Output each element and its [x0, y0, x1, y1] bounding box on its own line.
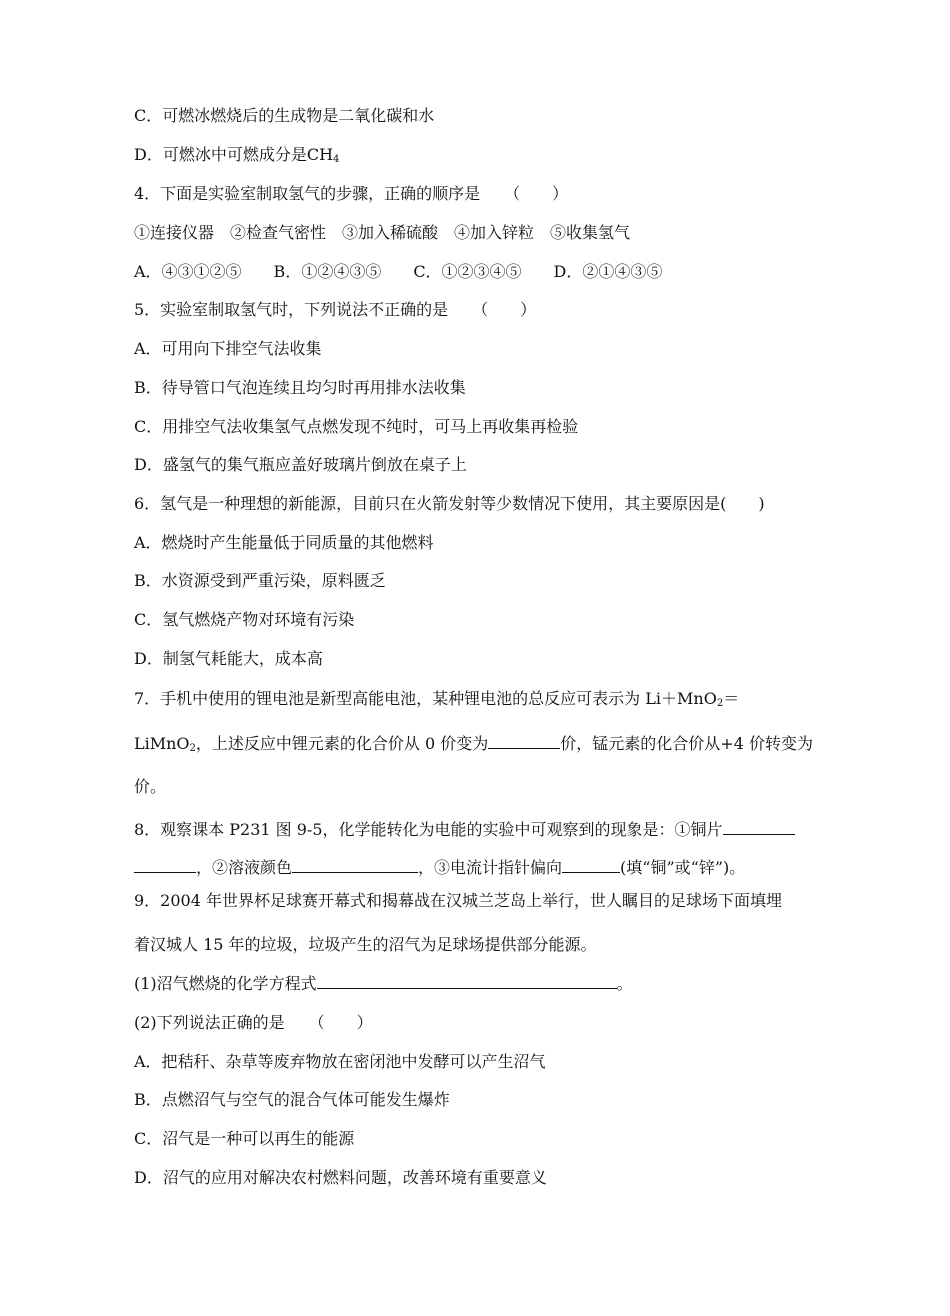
- q9-line-1: 9．2004 年世界杯足球赛开幕式和揭幕战在汉城兰芝岛上举行，世人瞩目的足球场下面填埋: [134, 891, 782, 910]
- q9-sub-2: (2)下列说法正确的是 （ ）: [134, 1013, 373, 1032]
- q5-option-d: D．盛氢气的集气瓶应盖好玻璃片倒放在桌子上: [134, 455, 467, 474]
- q7-formula: LiMnO: [134, 734, 190, 753]
- q6-option-d: D．制氢气耗能大，成本高: [134, 649, 323, 668]
- q5-option-c: C．用排空气法收集氢气点燃发现不纯时，可马上再收集再检验: [134, 417, 579, 436]
- q7-line-2: [134, 733, 813, 755]
- q7-formula-subscript: 2: [189, 743, 196, 754]
- q7-line-1-equals: ＝: [723, 689, 740, 708]
- q9-option-a: A．把秸秆、杂草等废弃物放在密闭池中发酵可以产生沼气: [134, 1052, 546, 1071]
- q9-sub-1-end: 。: [616, 974, 633, 993]
- q8-line-1: [134, 819, 795, 841]
- q7-answer-blank-1[interactable]: [488, 734, 560, 749]
- q8-copper-blank-a[interactable]: [723, 820, 795, 835]
- q8-line-2-text-a: ，②溶液颜色: [196, 858, 293, 877]
- q5-stem: 5．实验室制取氢气时，下列说法不正确的是 （ ）: [134, 300, 537, 319]
- q9-line-2: 着汉城人 15 年的垃圾，垃圾产生的沼气为足球场提供部分能源。: [134, 935, 597, 954]
- q7-line-1: [134, 688, 739, 710]
- q3-option-d-formula: CH: [306, 145, 334, 164]
- q8-line-2-text-c: (填“铜”或“锌”)。: [620, 858, 746, 877]
- q8-pointer-blank[interactable]: [562, 858, 620, 873]
- q9-option-d: D．沼气的应用对解决农村燃料问题，改善环境有重要意义: [134, 1168, 547, 1187]
- q4-options: A．④③①②⑤ B．①②④③⑤ C．①②③④⑤ D．②①④③⑤: [134, 262, 663, 281]
- q7-line-2-text: ，上述反应中锂元素的化合价从 0 价变为: [195, 734, 489, 753]
- q7-line-3: 价。: [134, 777, 167, 796]
- q9-sub-1-text: (1)沼气燃烧的化学方程式: [134, 974, 317, 993]
- q9-option-b: B．点燃沼气与空气的混合气体可能发生爆炸: [134, 1090, 450, 1109]
- q6-stem: 6．氢气是一种理想的新能源，目前只在火箭发射等少数情况下使用，其主要原因是( ): [134, 494, 765, 513]
- q6-option-c: C．氢气燃烧产物对环境有污染: [134, 610, 355, 629]
- q6-option-b: B．水资源受到严重污染，原料匮乏: [134, 571, 386, 590]
- q4-steps: ①连接仪器 ②检查气密性 ③加入稀硫酸 ④加入锌粒 ⑤收集氢气: [134, 223, 631, 242]
- q5-option-a: A．可用向下排空气法收集: [134, 339, 322, 358]
- q8-line-2-text-b: ，③电流计指针偏向: [418, 858, 563, 877]
- q8-line-1-text: 8．观察课本 P231 图 9-5，化学能转化为电能的实验中可观察到的现象是：①铜片: [134, 820, 723, 839]
- q7-line-1-text: 7．手机中使用的锂电池是新型高能电池，某种锂电池的总反应可表示为 Li＋MnO: [134, 689, 717, 708]
- q7-line-1-subscript: 2: [716, 698, 724, 709]
- q8-line-2: [134, 857, 745, 879]
- q9-option-c: C．沼气是一种可以再生的能源: [134, 1129, 355, 1148]
- q3-option-d: [134, 144, 339, 166]
- q3-option-d-subscript: 4: [333, 154, 340, 165]
- q9-sub-1: [134, 973, 633, 995]
- q6-option-a: A．燃烧时产生能量低于同质量的其他燃料: [134, 533, 434, 552]
- q9-equation-blank[interactable]: [317, 974, 617, 989]
- q3-option-c: C．可燃冰燃烧后的生成物是二氧化碳和水: [134, 106, 435, 125]
- q7-line-2-text-b: 价，锰元素的化合价从+4 价转变为: [560, 734, 813, 753]
- q5-option-b: B．待导管口气泡连续且均匀时再用排水法收集: [134, 378, 466, 397]
- q8-color-blank[interactable]: [292, 858, 418, 873]
- q3-option-d-text: D．可燃冰中可燃成分是: [134, 145, 307, 164]
- q8-copper-blank-b[interactable]: [134, 858, 196, 873]
- q4-stem: 4．下面是实验室制取氢气的步骤，正确的顺序是 （ ）: [134, 184, 569, 203]
